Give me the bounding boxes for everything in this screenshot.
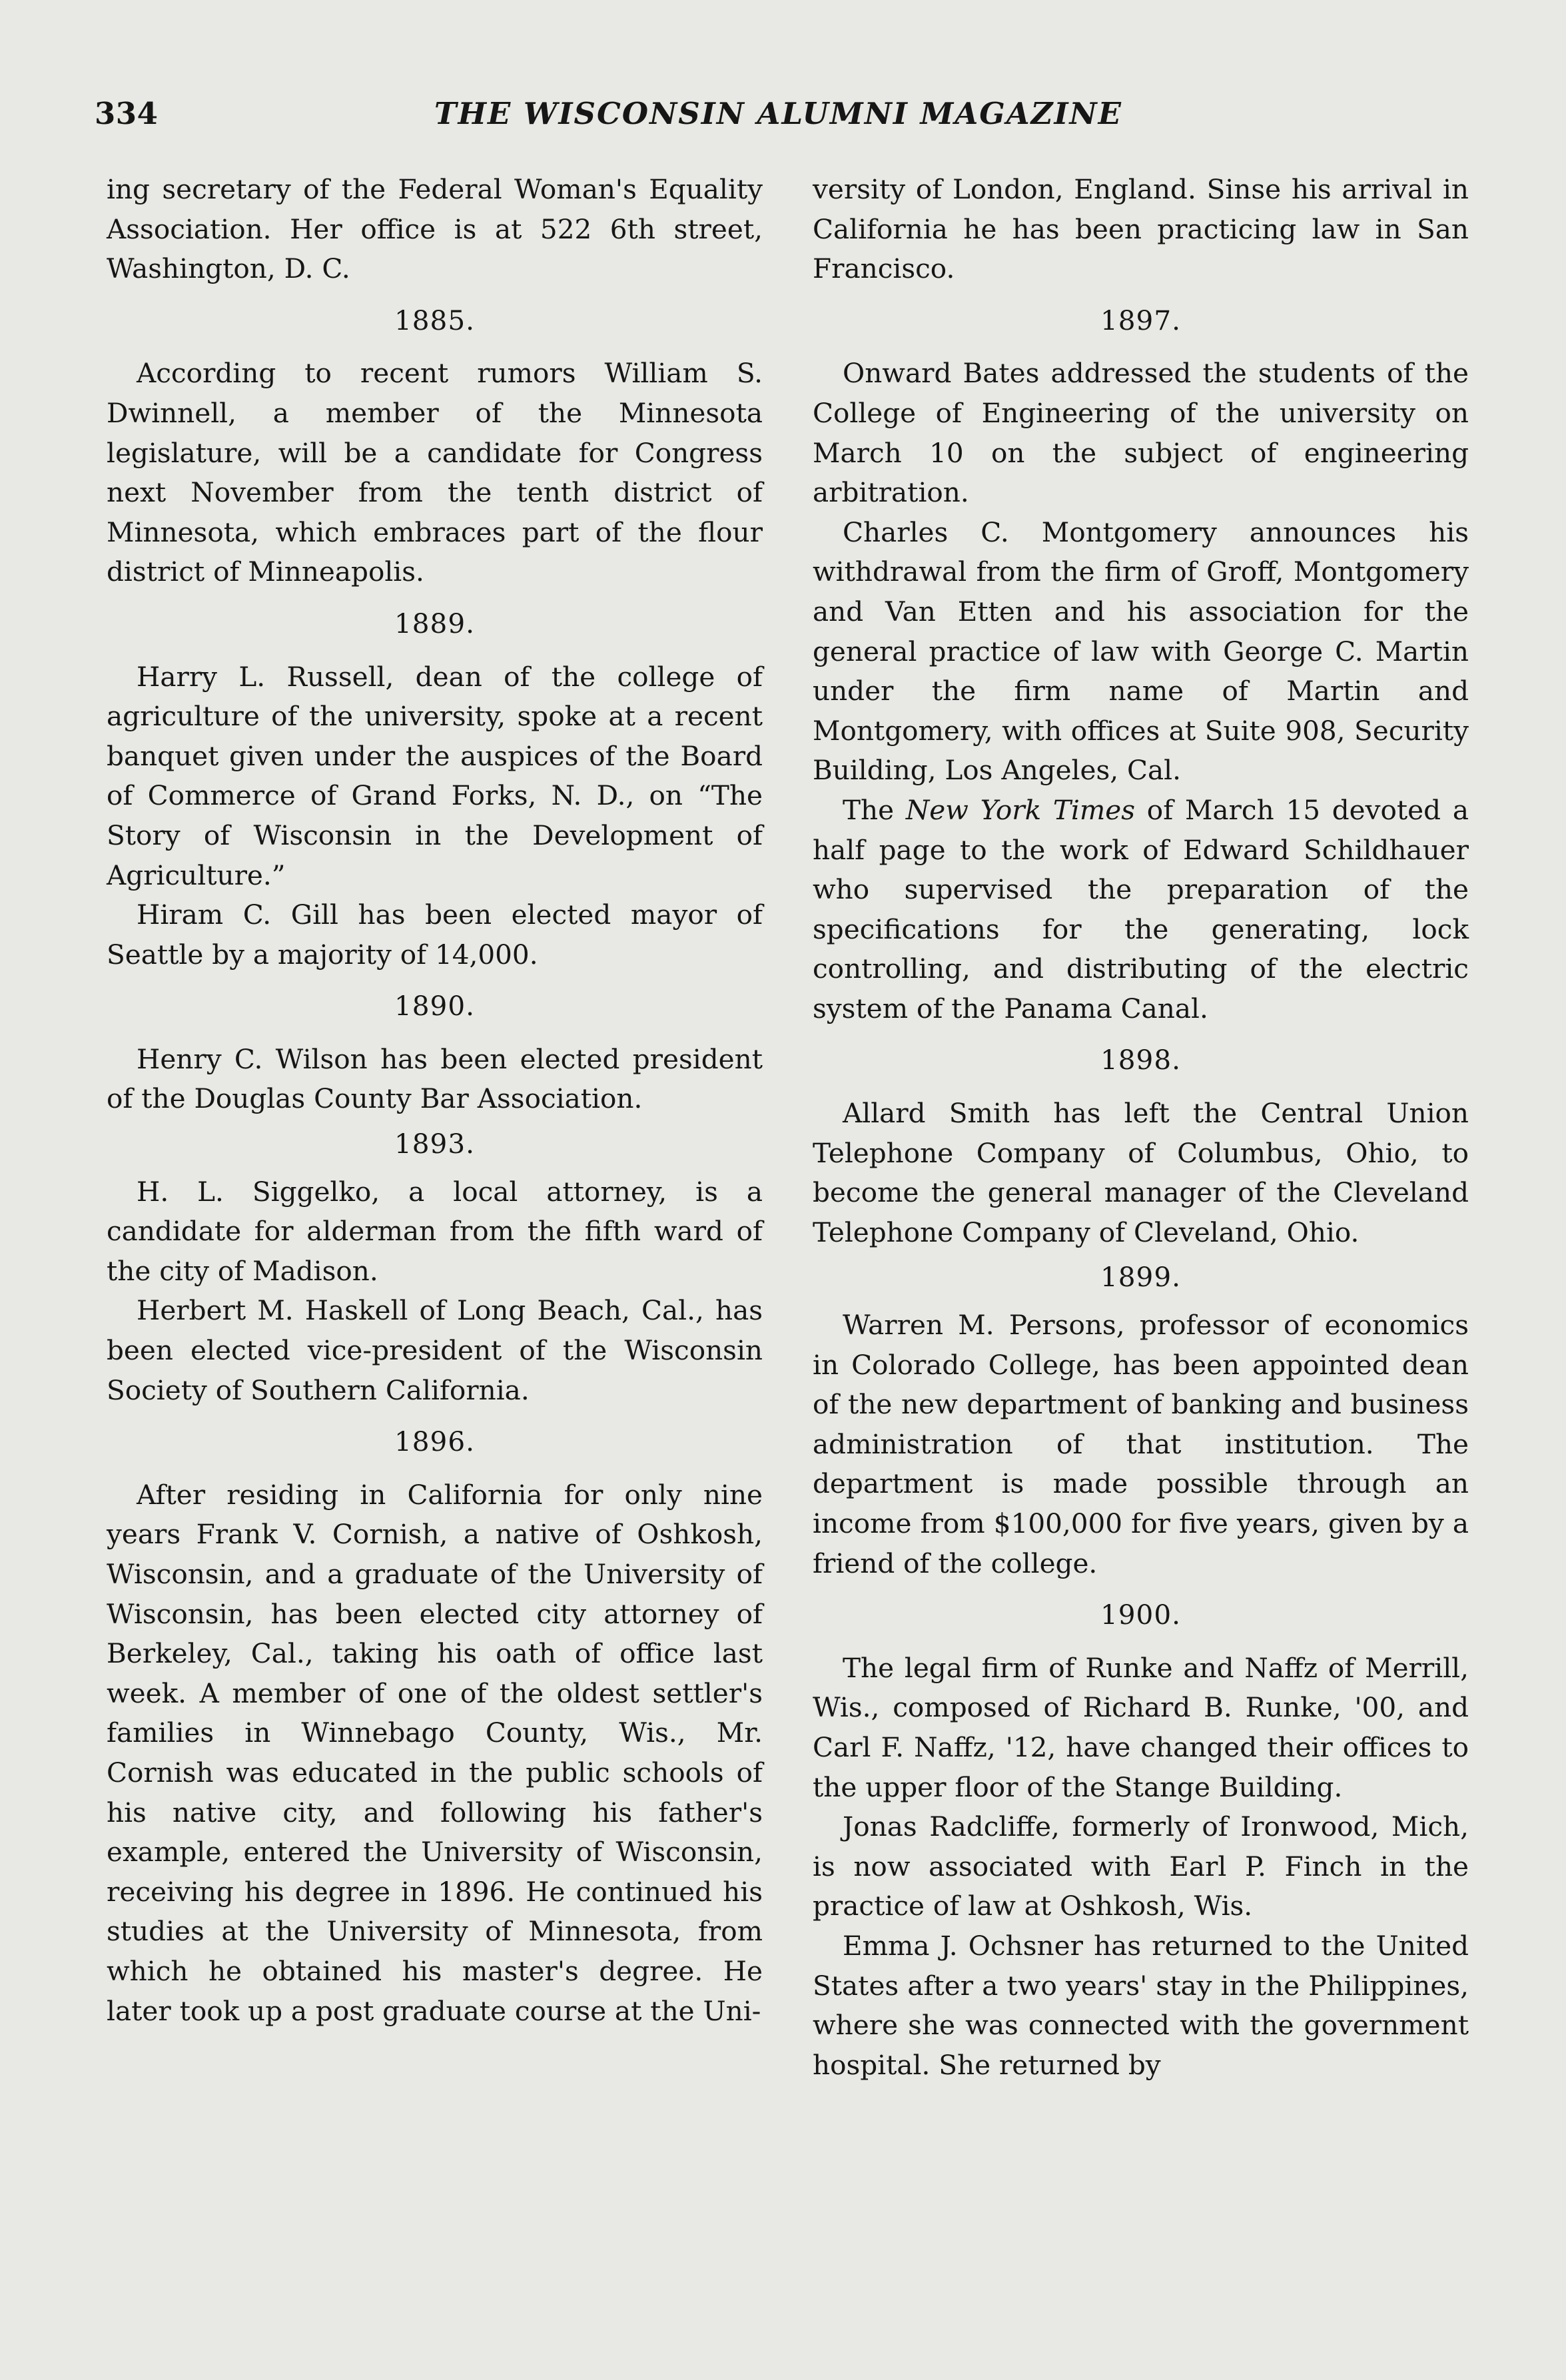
- paragraph: Emma J. Ochsner has returned to the United States after a two years' stay in the Philippines, where she was connected with the government hospital. She returned by: [813, 1929, 1469, 2081]
- year-heading: 1885.: [394, 304, 475, 336]
- paragraph: Charles C. Montgomery announces his withdrawal from the firm of Groff, Montgomery and Van Etten and his association for the general practice of law with George C. Martin under the firm name of Martin and Montgomery, with offices at Suite 908, Security Building, Los Angeles, Cal.: [813, 516, 1469, 787]
- year-heading: 1899.: [1100, 1261, 1181, 1294]
- page-number: 334: [95, 96, 159, 131]
- paragraph: [813, 791, 1469, 1029]
- year-heading: 1898.: [1100, 1044, 1181, 1076]
- paragraph: Allard Smith has left the Central Union Telephone Company of Columbus, Ohio, to become the general manager of the Cleveland Telephone Company of Cleveland, Ohio.: [813, 1097, 1469, 1248]
- paragraph: Henry C. Wilson has been elected president of the Douglas County Bar Association.: [107, 1042, 763, 1115]
- paragraph: According to recent rumors William S. Dwinnell, a member of the Minnesota legislature, will be a candidate for Congress next November from the tenth district of Minnesota, which embraces part of the flour district of Minneapolis.: [107, 357, 763, 588]
- left-column: [107, 170, 763, 2031]
- year-heading: 1889.: [394, 607, 475, 639]
- paragraph: Jonas Radcliffe, formerly of Ironwood, Mich, is now associated with Earl P. Finch in the practice of law at Oshkosh, Wis.: [813, 1810, 1469, 1922]
- paragraph-text: of March 15 devoted a half page to the work of Edward Schildhauer who supervised the preparation of the specifications for the generating, lock controlling, and distributing of the electric system of the Panama Canal.: [813, 793, 1469, 1024]
- right-column: [813, 170, 1469, 2085]
- paragraph: Hiram C. Gill has been elected mayor of Seattle by a majority of 14,000.: [107, 899, 763, 971]
- paragraph: Harry L. Russell, dean of the college of agriculture of the university, spoke at a recent banquet given under the auspices of the Board of Commerce of Grand Forks, N. D., on “The Story of Wisconsin in the Development of Agriculture.”: [107, 660, 763, 891]
- paragraph-text: The: [843, 793, 906, 826]
- year-heading: 1897.: [1100, 304, 1181, 336]
- paragraph: Warren M. Persons, professor of economics in Colorado College, has been appointed dean of the new department of banking and business administration of that institution. The department is made possible through an income from $100,000 for five years, given by a friend of the college.: [813, 1309, 1469, 1579]
- paragraph: Onward Bates addressed the students of the College of Engineering of the university on March 10 on the subject of engineering arbitration.: [813, 357, 1469, 509]
- paragraph: versity of London, England. Sinse his arrival in California he has been practicing law in San Francisco.: [813, 173, 1469, 285]
- paragraph: After residing in California for only nine years Frank V. Cornish, a native of Oshkosh, Wisconsin, and a graduate of the University of Wisconsin, has been elected city attorney of Berkeley, Cal., taking his oath of office last week. A member of one of the oldest settler's families in Winnebago County, Wis., Mr. Cornish was educated in the public schools of his native city, and following his father's example, entered the University of Wisconsin, receiving his degree in 1896. He continued his studies at the University of Minnesota, from which he obtained his master's degree. He later took up a post graduate course at the Uni-: [107, 1478, 763, 2027]
- year-heading: 1893.: [394, 1128, 475, 1160]
- paragraph: ing secretary of the Federal Woman's Equality Association. Her office is at 522 6th street, Washington, D. C.: [107, 173, 763, 285]
- paragraph: Herbert M. Haskell of Long Beach, Cal., has been elected vice-president of the Wisconsin Society of Southern California.: [107, 1294, 763, 1406]
- running-title: THE WISCONSIN ALUMNI MAGAZINE: [434, 96, 1122, 131]
- year-heading: 1900.: [1100, 1599, 1181, 1631]
- page-header: [95, 96, 1467, 143]
- newspaper-title: New York Times: [905, 793, 1136, 826]
- paragraph: The legal firm of Runke and Naffz of Merrill, Wis., composed of Richard B. Runke, '00, and Carl F. Naffz, '12, have changed their offices to the upper floor of the Stange Building.: [813, 1651, 1469, 1803]
- year-heading: 1890.: [394, 990, 475, 1022]
- year-heading: 1896.: [394, 1425, 475, 1458]
- paragraph: H. L. Siggelko, a local attorney, is a candidate for alderman from the fifth ward of the city of Madison.: [107, 1175, 763, 1287]
